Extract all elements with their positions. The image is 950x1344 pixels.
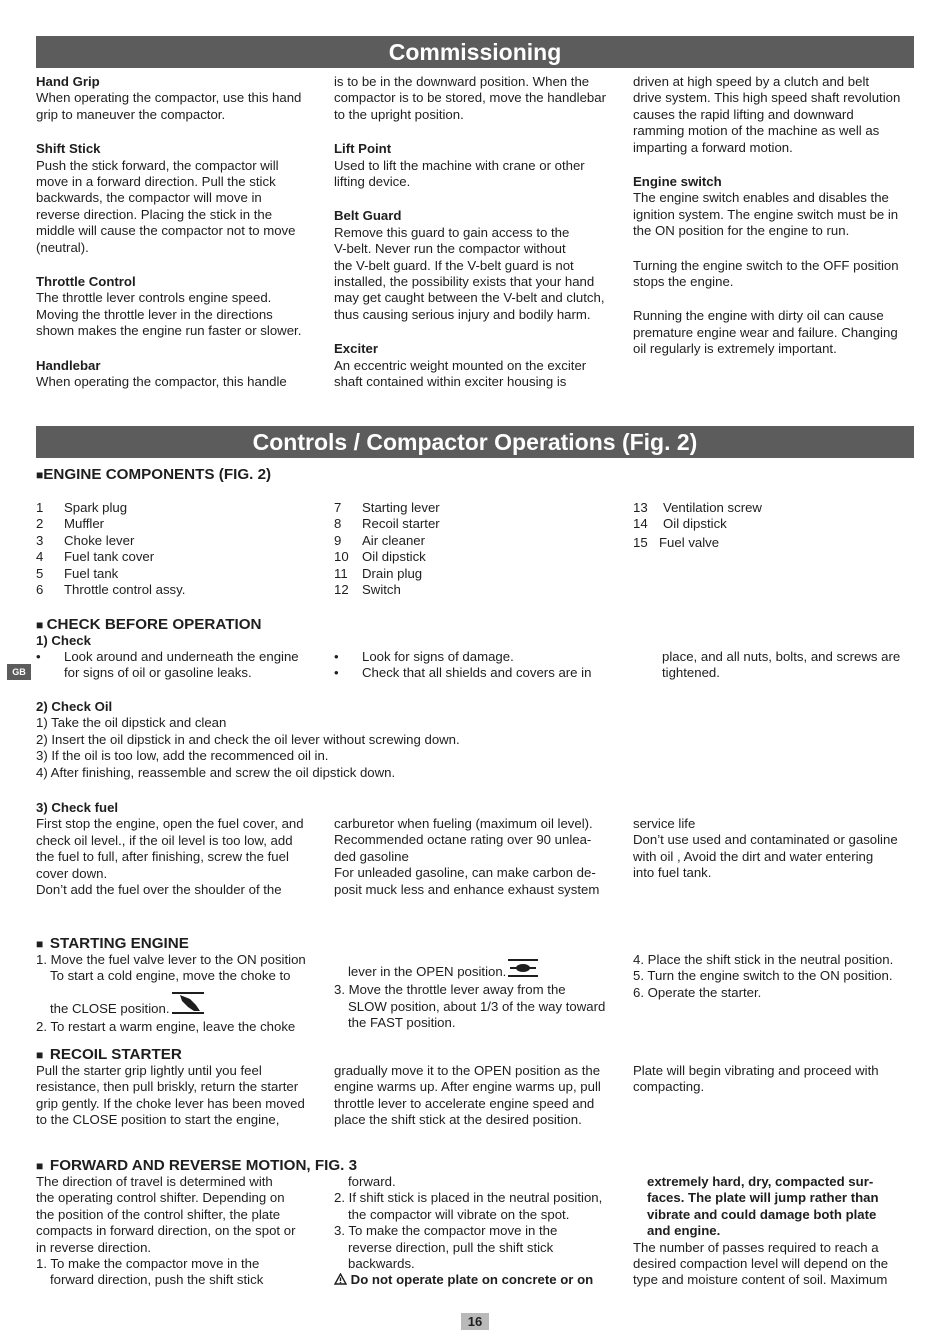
- text-line: Used to lift the machine with crane or other: [334, 157, 585, 173]
- engine-components-heading: [36, 466, 271, 484]
- warning-line: extremely hard, dry, compacted sur-: [647, 1174, 874, 1189]
- check-before-heading: [36, 616, 261, 634]
- commissioning-column-1: [36, 74, 318, 391]
- text-line: When operating the compactor, this handle: [36, 374, 287, 390]
- text-line: 1. To make the compactor move in the: [36, 1256, 260, 1272]
- bullet-item: place, and all nuts, bolts, and screws are: [662, 649, 901, 664]
- text-line: place the shift stick at the desired position.: [334, 1112, 582, 1128]
- text-line: Don’t add the fuel over the shoulder of the: [36, 882, 282, 898]
- forward-col-1: [36, 1174, 318, 1289]
- page-number: 16: [461, 1313, 489, 1330]
- text-line: forward direction, push the shift stick: [50, 1272, 264, 1288]
- text-line: backwards, the compactor will move in: [36, 190, 262, 206]
- text-line: shaft contained within exciter housing is: [334, 374, 567, 390]
- check-bullets-3: [633, 649, 915, 682]
- starting-engine-col-2: [334, 952, 616, 1032]
- list-item: 3 Choke lever: [36, 532, 135, 548]
- text-line: [334, 958, 616, 982]
- text-line: carburetor when fueling (maximum oil level).: [334, 816, 593, 831]
- text-line: is to be in the downward position. When the: [334, 74, 590, 89]
- text-line: grip gently. If the choke lever has been moved: [36, 1095, 305, 1111]
- text-line: the position of the control shifter, the plate: [36, 1206, 281, 1222]
- forward-col-2: [334, 1174, 616, 1289]
- text-line: the V-belt guard. If the V-belt guard is not: [334, 257, 574, 273]
- text-line: with oil , Avoid the dirt and water entering: [633, 848, 874, 864]
- choke-close-icon: [170, 991, 206, 1019]
- heading-text: RECOIL STARTER: [49, 1046, 182, 1063]
- text-line: 3. To make the compactor move in the: [334, 1223, 558, 1239]
- text-line: in reverse direction.: [36, 1239, 152, 1255]
- starting-engine-heading: [36, 935, 189, 953]
- warning-line: faces. The plate will jump rather than: [647, 1190, 879, 1206]
- text-line: reverse direction, pull the shift stick: [348, 1239, 554, 1255]
- text-line: SLOW position, about 1/3 of the way toward: [348, 998, 606, 1014]
- list-item: 9 Air cleaner: [334, 532, 426, 548]
- heading-engine-switch: Engine switch: [633, 174, 722, 190]
- square-bullet-icon: ■: [36, 618, 47, 632]
- text-line: V-belt. Never run the compactor without: [334, 241, 566, 257]
- square-bullet-icon: ■: [36, 937, 50, 951]
- recoil-col-2: [334, 1063, 616, 1129]
- list-item: 11 Drain plug: [334, 565, 423, 581]
- text-line: the operating control shifter. Depending on: [36, 1190, 285, 1206]
- text-line: thus causing serious injury and bodily harm.: [334, 306, 591, 322]
- bullet-item: • Look around and underneath the engine: [36, 649, 299, 664]
- text-line: causes the rapid lifting and downward: [633, 106, 854, 122]
- text-line: Don’t use used and contaminated or gasoline: [633, 832, 898, 848]
- list-item: 13 Ventilation screw: [633, 500, 762, 515]
- text-line: Running the engine with dirty oil can cause: [633, 308, 884, 324]
- text-line: oil regularly is extremely important.: [633, 341, 837, 357]
- text-line: into fuel tank.: [633, 865, 712, 881]
- text-line: stops the engine.: [633, 274, 734, 290]
- text-line: middle will cause the compactor not to move: [36, 223, 296, 239]
- text-line: service life: [633, 816, 696, 831]
- commissioning-column-2: [334, 74, 616, 391]
- text-line: The engine switch enables and disables the: [633, 190, 889, 206]
- list-item: 12 Switch: [334, 582, 401, 598]
- text-line: 5. Turn the engine switch to the ON position.: [633, 968, 893, 984]
- text-line: shown makes the engine run faster or slower.: [36, 323, 302, 339]
- list-item: 4 Fuel tank cover: [36, 549, 155, 565]
- text-line: 2. To restart a warm engine, leave the choke: [36, 1019, 296, 1035]
- heading-lift-point: Lift Point: [334, 141, 392, 157]
- text-line: throttle lever to accelerate engine speed and: [334, 1095, 595, 1111]
- section-banner-controls: Controls / Compactor Operations (Fig. 2): [36, 426, 914, 458]
- text-line: engine warms up. After engine warms up, pull: [334, 1079, 601, 1095]
- heading-text: STARTING ENGINE: [49, 935, 189, 952]
- text-line: Moving the throttle lever in the directions: [36, 306, 273, 322]
- text-line: forward.: [348, 1174, 396, 1189]
- text-line: 4. Place the shift stick in the neutral position.: [633, 952, 894, 967]
- text-line: 3) If the oil is too low, add the recommenced oil in.: [36, 748, 329, 764]
- choke-open-icon: [506, 958, 540, 982]
- list-item: 8 Recoil starter: [334, 516, 440, 532]
- text-line: imparting a forward motion.: [633, 139, 793, 155]
- text-line: cover down.: [36, 865, 108, 881]
- square-bullet-icon: ■: [36, 1048, 50, 1062]
- text-line: 1. Move the fuel valve lever to the ON position: [36, 952, 306, 967]
- text-line: to the upright position.: [334, 106, 464, 122]
- recoil-col-1: [36, 1063, 318, 1129]
- check-fuel-col-2: [334, 816, 616, 898]
- heading-text: FORWARD AND REVERSE MOTION, FIG. 3: [49, 1157, 358, 1174]
- list-item: 7 Starting lever: [334, 500, 440, 515]
- heading-text: CHECK BEFORE OPERATION: [46, 616, 262, 633]
- check-bullets-1: [36, 649, 318, 682]
- text-line: the fuel to full, after finishing, screw the fuel: [36, 849, 289, 865]
- text-line: desired compaction level will depend on the: [633, 1256, 889, 1272]
- text-line: compactor is to be stored, move the handlebar: [334, 90, 606, 106]
- components-list-1: [36, 500, 318, 598]
- text-line: First stop the engine, open the fuel cover, and: [36, 816, 304, 832]
- text-line: ignition system. The engine switch must be in: [633, 206, 899, 222]
- starting-engine-col-3: [633, 952, 915, 1001]
- heading-hand-grip: Hand Grip: [36, 74, 100, 89]
- check-subheading: 1) Check: [36, 633, 91, 648]
- commissioning-column-3: [633, 74, 915, 358]
- text-line: type and moisture content of soil. Maximum: [633, 1272, 888, 1288]
- square-bullet-icon: ■: [36, 468, 44, 482]
- text-line: Plate will begin vibrating and proceed with: [633, 1063, 879, 1078]
- text-line: The throttle lever controls engine speed.: [36, 290, 272, 306]
- text-line: 4) After finishing, reassemble and screw the oil dipstick down.: [36, 764, 396, 780]
- components-list-2: [334, 500, 616, 598]
- warning-triangle-icon: [334, 1272, 351, 1287]
- choke-close-text: the CLOSE position.: [50, 1000, 170, 1016]
- warning-line: [334, 1272, 616, 1288]
- text-line: 6. Operate the starter.: [633, 984, 762, 1000]
- check-fuel-title: 3) Check fuel: [36, 800, 119, 815]
- text-line: drive system. This high speed shaft revolution: [633, 90, 901, 106]
- text-line: lifting device.: [334, 174, 411, 190]
- text-line: 3. Move the throttle lever away from the: [334, 982, 566, 998]
- text-line: ramming motion of the machine as well as: [633, 123, 880, 139]
- text-line: When operating the compactor, use this hand: [36, 90, 302, 106]
- bullet-item: for signs of oil or gasoline leaks.: [64, 665, 252, 681]
- text-line: Turning the engine switch to the OFF position: [633, 257, 899, 273]
- text-line: compacts in forward direction, on the spot or: [36, 1223, 296, 1239]
- warning-text: Do not operate plate on concrete or on: [350, 1272, 594, 1288]
- list-item: 14 Oil dipstick: [633, 516, 727, 532]
- list-item: 5 Fuel tank: [36, 565, 119, 581]
- language-tab: GB: [7, 664, 31, 680]
- list-item: 6 Throttle control assy.: [36, 582, 186, 598]
- check-fuel-col-3: [633, 816, 915, 882]
- warning-line: and engine.: [647, 1223, 721, 1239]
- list-item: 1 Spark plug: [36, 500, 128, 515]
- heading-belt-guard: Belt Guard: [334, 208, 402, 224]
- text-line: (neutral).: [36, 239, 89, 255]
- section-banner-commissioning: Commissioning: [36, 36, 914, 68]
- square-bullet-icon: ■: [36, 1159, 50, 1173]
- text-line: [36, 991, 318, 1019]
- heading-handlebar: Handlebar: [36, 357, 101, 373]
- text-line: The number of passes required to reach a: [633, 1239, 879, 1255]
- text-line: Pull the starter grip lightly until you feel: [36, 1063, 262, 1078]
- check-fuel-col-1: [36, 800, 318, 898]
- check-oil-block: [36, 699, 736, 781]
- choke-open-text: lever in the OPEN position.: [348, 964, 507, 979]
- text-line: Recommended octane rating over 90 unlea-: [334, 832, 592, 848]
- check-oil-title: 2) Check Oil: [36, 699, 113, 714]
- text-line: The direction of travel is determined with: [36, 1174, 273, 1189]
- components-list-3: [633, 500, 915, 551]
- heading-exciter: Exciter: [334, 341, 378, 357]
- text-line: grip to maneuver the compactor.: [36, 106, 226, 122]
- text-line: ded gasoline: [334, 848, 409, 864]
- forward-reverse-heading: [36, 1157, 357, 1175]
- text-line: 2. If shift stick is placed in the neutral position,: [334, 1190, 603, 1206]
- text-line: compacting.: [633, 1079, 705, 1095]
- heading-throttle-control: Throttle Control: [36, 274, 136, 290]
- text-line: move in a forward direction. Pull the stick: [36, 174, 276, 190]
- list-item: 10 Oil dipstick: [334, 549, 426, 565]
- text-line: driven at high speed by a clutch and belt: [633, 74, 870, 89]
- bullet-item: • Check that all shields and covers are in: [334, 665, 592, 681]
- text-line: gradually move it to the OPEN position as the: [334, 1063, 601, 1078]
- heading-text: ENGINE COMPONENTS (FIG. 2): [43, 466, 272, 483]
- text-line: resistance, then pull briskly, return the starter: [36, 1079, 299, 1095]
- bullet-item: • Look for signs of damage.: [334, 649, 514, 664]
- text-line: 1) Take the oil dipstick and clean: [36, 715, 227, 731]
- text-line: check oil level., if the oil level is too low, add: [36, 832, 293, 848]
- text-line: To start a cold engine, move the choke to: [50, 968, 291, 984]
- recoil-col-3: [633, 1063, 915, 1096]
- text-line: posit muck less and enhance exhaust system: [334, 881, 600, 897]
- text-line: An eccentric weight mounted on the exciter: [334, 357, 587, 373]
- text-line: the compactor will vibrate on the spot.: [348, 1206, 570, 1222]
- forward-col-3: [633, 1174, 915, 1289]
- text-line: 2) Insert the oil dipstick in and check the oil lever without screwing down.: [36, 731, 460, 747]
- bullet-item: tightened.: [662, 665, 720, 681]
- heading-shift-stick: Shift Stick: [36, 141, 101, 157]
- text-line: installed, the possibility exists that your hand: [334, 274, 595, 290]
- text-line: to the CLOSE position to start the engine,: [36, 1112, 280, 1128]
- list-item: 15 Fuel valve: [633, 534, 720, 550]
- list-item: 2 Muffler: [36, 516, 105, 532]
- text-line: For unleaded gasoline, can make carbon de-: [334, 865, 596, 881]
- recoil-starter-heading: [36, 1046, 182, 1064]
- warning-line: vibrate and could damage both plate: [647, 1206, 877, 1222]
- text-line: the ON position for the engine to run.: [633, 223, 850, 239]
- text-line: Remove this guard to gain access to the: [334, 224, 570, 240]
- text-line: reverse direction. Placing the stick in the: [36, 206, 273, 222]
- starting-engine-col-1: [36, 952, 318, 1036]
- text-line: backwards.: [348, 1256, 415, 1272]
- text-line: may get caught between the V-belt and clutch,: [334, 290, 605, 306]
- check-bullets-2: [334, 649, 616, 682]
- text-line: the FAST position.: [348, 1015, 456, 1031]
- text-line: Push the stick forward, the compactor will: [36, 157, 279, 173]
- text-line: premature engine wear and failure. Changing: [633, 324, 898, 340]
